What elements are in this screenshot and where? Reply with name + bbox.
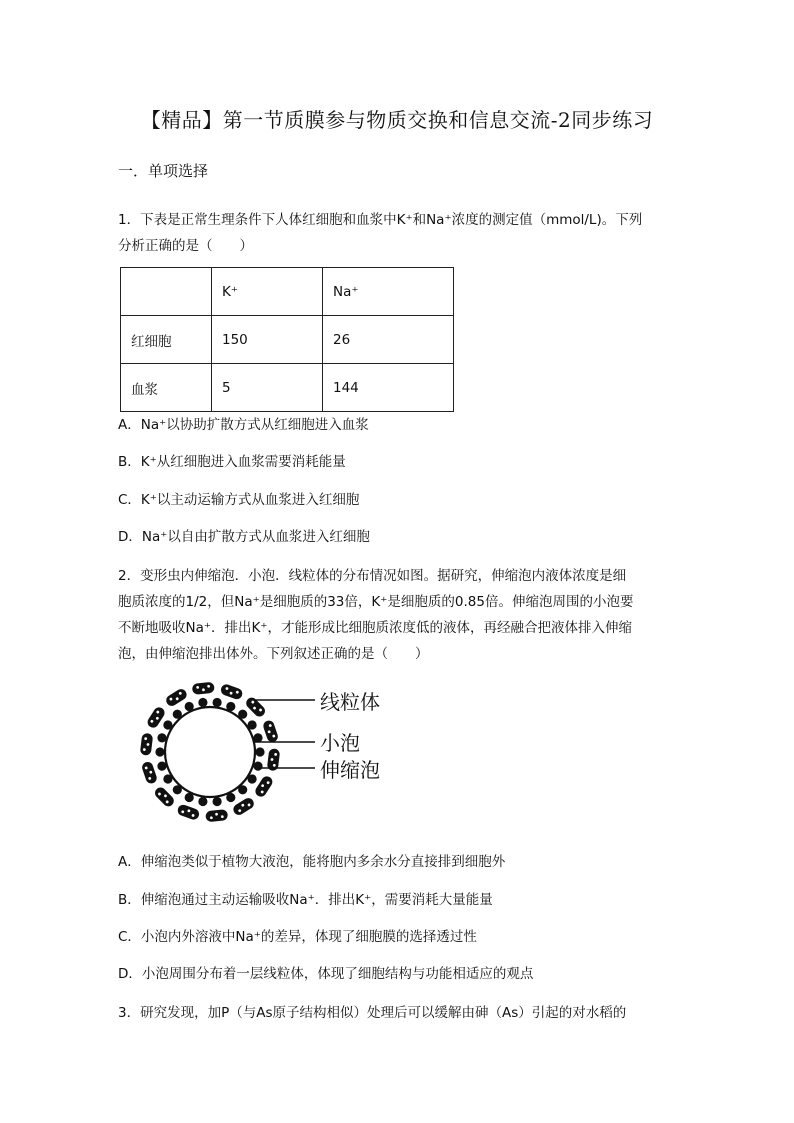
question-2-option-d: D．小泡周围分布着一层线粒体，体现了细胞结构与功能相适应的观点 [118,966,534,982]
question-1-option-d: D．Na⁺以自由扩散方式从血浆进入红细胞 [118,529,370,545]
table-cell: 红细胞 [121,316,212,364]
section-heading: 一．单项选择 [118,162,209,180]
question-1-stem [118,207,680,259]
vesicle [198,698,207,707]
concentration-table [120,267,454,412]
mitochondrion [140,733,154,756]
vesicle [198,797,207,806]
question-1-stem-line-2: 分析正确的是（ ） [118,238,253,254]
contractile-vacuole-circle [165,707,255,797]
label-vesicle: 小泡 [320,731,360,755]
mitochondrion [205,809,228,822]
vesicle [213,797,222,806]
vesicle [213,698,222,707]
question-2-stem-line-2: 胞质浓度的1/2，但Na⁺是细胞质的33倍，K⁺是细胞质的0.85倍。伸缩泡周围的小泡要 [118,594,634,610]
mitochondrion [176,803,200,821]
table-cell: 5 [212,364,323,412]
table-row [121,316,454,364]
table-cell: 144 [323,364,454,412]
mitochondrion [153,785,176,808]
table-header-cell [121,268,212,316]
table-header-cell: K⁺ [212,268,323,316]
question-3-stem: 3．研究发现，加P（与As原子结构相似）处理后可以缓解由砷（As）引起的对水稻的 [118,1005,627,1021]
table-row [121,364,454,412]
label-contractile-vacuole: 伸缩泡 [320,758,380,782]
question-2-stem [118,563,680,667]
question-2-stem-line-1: 2．变形虫内伸缩泡．小泡．线粒体的分布情况如图。据研究，伸缩泡内液体浓度是细 [118,568,627,584]
question-1-option-c: C．K⁺以主动运输方式从血浆进入红细胞 [118,492,360,508]
vesicle [255,747,264,756]
contractile-vacuole-diagram [130,680,410,834]
mitochondrion [244,695,267,718]
question-2-stem-line-4: 泡，由伸缩泡排出体外。下列叙述正确的是（ ） [118,646,429,662]
question-1-stem-line-1: 1．下表是正常生理条件下人体红细胞和血浆中K⁺和Na⁺浓度的测定值（mmol/L)。下列 [118,212,643,228]
question-1-option-a: A．Na⁺以协助扩散方式从红细胞进入血浆 [118,417,369,433]
question-2-option-b: B．伸缩泡通过主动运输吸收Na⁺．排出K⁺，需要消耗大量能量 [118,892,493,908]
label-mitochondria: 线粒体 [320,690,380,714]
table-cell: 血浆 [121,364,212,412]
mitochondrion [219,683,243,701]
mitochondrion [192,682,215,695]
table-cell: 26 [323,316,454,364]
vesicle [155,747,164,756]
mitochondrion [262,719,280,743]
question-2-option-a: A．伸缩泡类似于植物大液泡，能将胞内多余水分直接排到细胞外 [118,854,506,870]
page-title: 【精品】第一节质膜参与物质交换和信息交流-2同步练习 [140,108,654,132]
table-header-cell: Na⁺ [323,268,454,316]
mitochondrion [141,761,159,785]
question-1-option-b: B．K⁺从红细胞进入血浆需要消耗能量 [118,454,346,470]
table-header-row [121,268,454,316]
question-2-stem-line-3: 不断地吸收Na⁺．排出K⁺，才能形成比细胞质浓度低的液体，再经融合把液体排入伸缩 [118,620,632,636]
table-cell: 150 [212,316,323,364]
question-2-option-c: C．小泡内外溶液中Na⁺的差异，体现了细胞膜的选择透过性 [118,929,477,945]
